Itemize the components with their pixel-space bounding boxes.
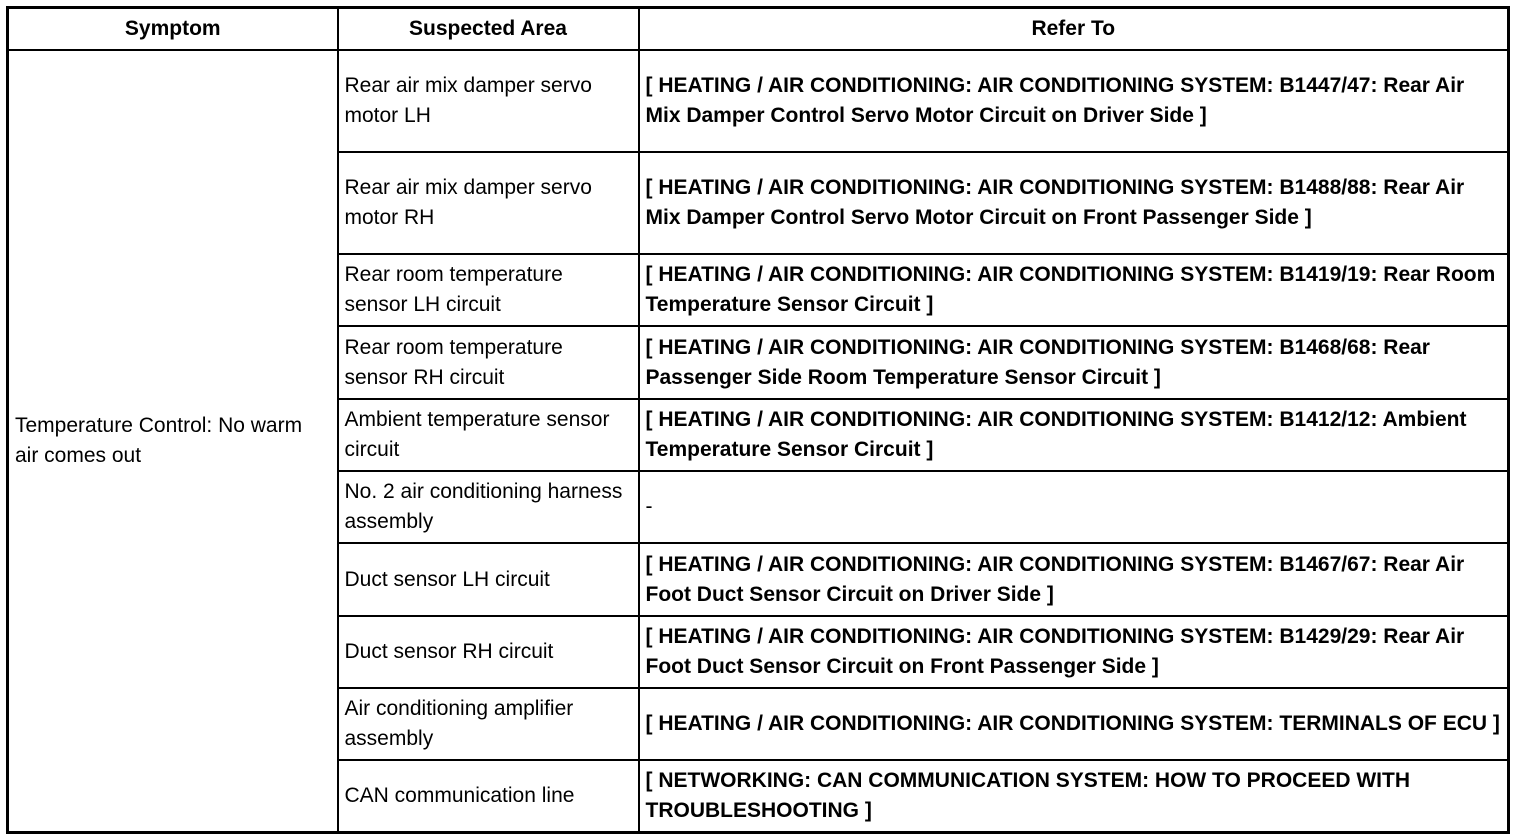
refer-to-link[interactable]: [ HEATING / AIR CONDITIONING: AIR CONDITIONING SYSTEM: B1412/12: Ambient Temperature Sensor Circuit ]	[639, 399, 1509, 471]
symptom-cell: Temperature Control: No warm air comes out	[8, 50, 338, 832]
suspected-area-cell: CAN communication line	[338, 760, 639, 832]
suspected-area-cell: Rear air mix damper servo motor LH	[338, 50, 639, 152]
refer-to-cell: -	[639, 471, 1509, 543]
refer-to-link[interactable]: [ HEATING / AIR CONDITIONING: AIR CONDITIONING SYSTEM: B1467/67: Rear Air Foot Duct Sensor Circuit on Driver Side ]	[639, 543, 1509, 616]
suspected-area-cell: Duct sensor LH circuit	[338, 543, 639, 616]
suspected-area-cell: Rear room temperature sensor LH circuit	[338, 254, 639, 326]
refer-to-link[interactable]: [ HEATING / AIR CONDITIONING: AIR CONDITIONING SYSTEM: TERMINALS OF ECU ]	[639, 688, 1509, 760]
header-refer-to: Refer To	[639, 8, 1509, 51]
refer-to-link[interactable]: [ HEATING / AIR CONDITIONING: AIR CONDITIONING SYSTEM: B1419/19: Rear Room Temperature Sensor Circuit ]	[639, 254, 1509, 326]
suspected-area-cell: No. 2 air conditioning harness assembly	[338, 471, 639, 543]
suspected-area-cell: Air conditioning amplifier assembly	[338, 688, 639, 760]
header-row	[8, 8, 1509, 51]
suspected-area-cell: Rear air mix damper servo motor RH	[338, 152, 639, 254]
header-suspected-area: Suspected Area	[338, 8, 639, 51]
table-row	[8, 50, 1509, 152]
refer-to-link[interactable]: [ NETWORKING: CAN COMMUNICATION SYSTEM: HOW TO PROCEED WITH TROUBLESHOOTING ]	[639, 760, 1509, 832]
suspected-area-cell: Ambient temperature sensor circuit	[338, 399, 639, 471]
refer-to-link[interactable]: [ HEATING / AIR CONDITIONING: AIR CONDITIONING SYSTEM: B1488/88: Rear Air Mix Damper Control Servo Motor Circuit on Front Passenger Side ]	[639, 152, 1509, 254]
refer-to-link[interactable]: [ HEATING / AIR CONDITIONING: AIR CONDITIONING SYSTEM: B1429/29: Rear Air Foot Duct Sensor Circuit on Front Passenger Side ]	[639, 616, 1509, 688]
refer-to-link[interactable]: [ HEATING / AIR CONDITIONING: AIR CONDITIONING SYSTEM: B1468/68: Rear Passenger Side Room Temperature Sensor Circuit ]	[639, 326, 1509, 399]
suspected-area-cell: Duct sensor RH circuit	[338, 616, 639, 688]
refer-to-link[interactable]: [ HEATING / AIR CONDITIONING: AIR CONDITIONING SYSTEM: B1447/47: Rear Air Mix Damper Control Servo Motor Circuit on Driver Side ]	[639, 50, 1509, 152]
header-symptom: Symptom	[8, 8, 338, 51]
suspected-area-cell: Rear room temperature sensor RH circuit	[338, 326, 639, 399]
troubleshooting-table	[6, 6, 1510, 834]
